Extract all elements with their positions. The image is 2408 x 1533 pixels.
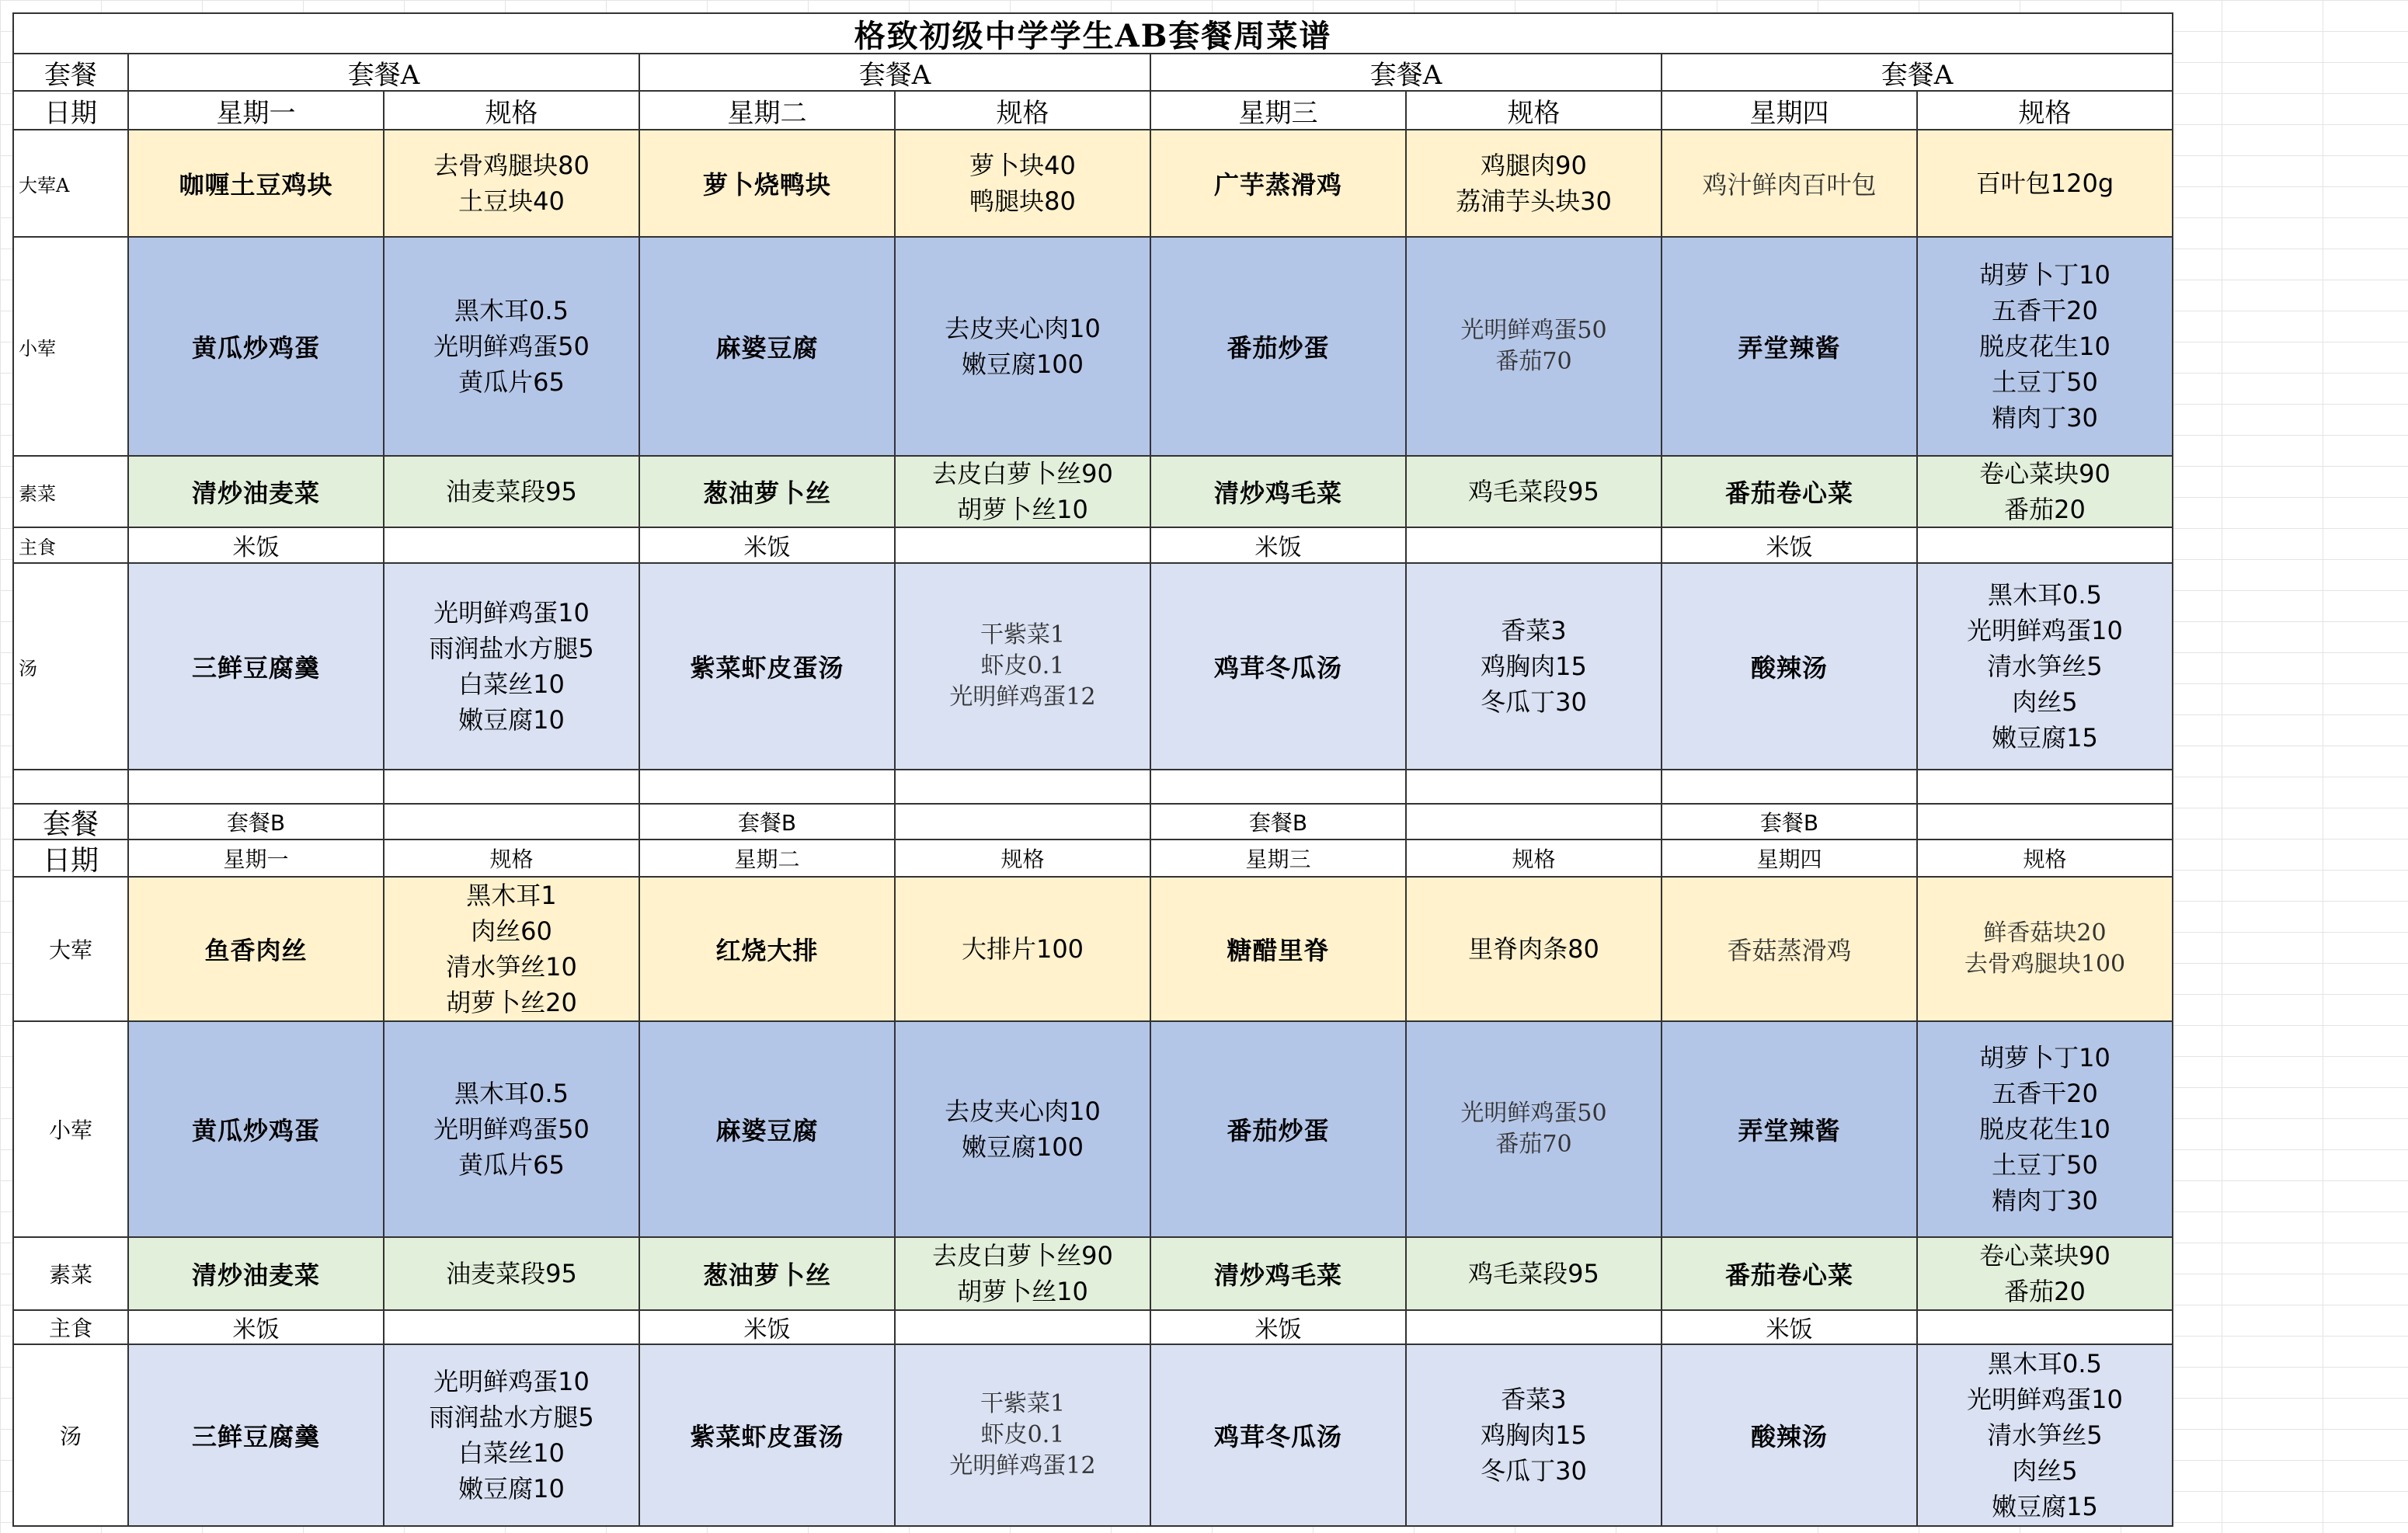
empty-cell[interactable] bbox=[1151, 770, 1407, 805]
dish-cell[interactable]: 弄堂辣酱 bbox=[1662, 238, 1918, 457]
spec-cell[interactable]: 黑木耳0.5 光明鲜鸡蛋50 黄瓜片65 bbox=[385, 1022, 640, 1238]
spec-cell[interactable]: 胡萝卜丁10 五香干20 脱皮花生10 土豆丁50 精肉丁30 bbox=[1918, 238, 2173, 457]
spec-cell[interactable] bbox=[896, 1311, 1151, 1345]
spec-cell[interactable] bbox=[896, 528, 1151, 564]
dish-cell[interactable]: 麻婆豆腐 bbox=[640, 238, 896, 457]
empty-cell[interactable] bbox=[896, 770, 1151, 805]
spec-cell[interactable]: 香菜3 鸡胸肉15 冬瓜丁30 bbox=[1407, 564, 1662, 770]
spec-header-a-mon[interactable]: 规格 bbox=[385, 92, 640, 130]
spec-cell[interactable]: 里脊肉条80 bbox=[1407, 878, 1662, 1022]
dish-cell[interactable]: 清炒油麦菜 bbox=[129, 457, 385, 528]
spec-cell[interactable] bbox=[385, 1311, 640, 1345]
row-label-b-soup[interactable]: 汤 bbox=[14, 1345, 129, 1527]
day-header-a-tue[interactable]: 星期二 bbox=[640, 92, 896, 130]
day-header-a-wed[interactable]: 星期三 bbox=[1151, 92, 1407, 130]
row-label-a-main-meat[interactable]: 大荤A bbox=[14, 130, 129, 238]
page-title[interactable]: 格致初级中学学生AB套餐周菜谱 bbox=[14, 14, 2173, 54]
dish-cell[interactable]: 萝卜烧鸭块 bbox=[640, 130, 896, 238]
dish-cell[interactable]: 清炒油麦菜 bbox=[129, 1238, 385, 1311]
spec-cell[interactable] bbox=[1918, 1311, 2173, 1345]
spec-cell[interactable]: 光明鲜鸡蛋10 雨润盐水方腿5 白菜丝10 嫩豆腐10 bbox=[385, 1345, 640, 1527]
spec-cell[interactable]: 光明鲜鸡蛋50 番茄70 bbox=[1407, 238, 1662, 457]
dish-cell[interactable]: 番茄卷心菜 bbox=[1662, 1238, 1918, 1311]
dish-cell[interactable]: 糖醋里脊 bbox=[1151, 878, 1407, 1022]
row-label-b-main-meat[interactable]: 大荤 bbox=[14, 878, 129, 1022]
spec-cell[interactable]: 鲜香菇块20 去骨鸡腿块100 bbox=[1918, 878, 2173, 1022]
spec-cell[interactable]: 去皮夹心肉10 嫩豆腐100 bbox=[896, 238, 1151, 457]
dish-cell[interactable]: 鸡汁鲜肉百叶包 bbox=[1662, 130, 1918, 238]
row-label-a-side-meat[interactable]: 小荤 bbox=[14, 238, 129, 457]
spec-cell[interactable]: 胡萝卜丁10 五香干20 脱皮花生10 土豆丁50 精肉丁30 bbox=[1918, 1022, 2173, 1238]
row-label-a-vegetable[interactable]: 素菜 bbox=[14, 457, 129, 528]
spec-cell[interactable]: 去皮夹心肉10 嫩豆腐100 bbox=[896, 1022, 1151, 1238]
dish-cell[interactable]: 弄堂辣酱 bbox=[1662, 1022, 1918, 1238]
spec-header-a-thu[interactable]: 规格 bbox=[1918, 92, 2173, 130]
dish-cell[interactable]: 酸辣汤 bbox=[1662, 1345, 1918, 1527]
dish-cell[interactable]: 米饭 bbox=[640, 528, 896, 564]
dish-cell[interactable]: 米饭 bbox=[129, 528, 385, 564]
spec-header-b-thu[interactable]: 规格 bbox=[1918, 840, 2173, 878]
row-label-a-staple[interactable]: 主食 bbox=[14, 528, 129, 564]
empty-cell[interactable] bbox=[1918, 805, 2173, 840]
dish-cell[interactable]: 清炒鸡毛菜 bbox=[1151, 1238, 1407, 1311]
dish-cell[interactable]: 酸辣汤 bbox=[1662, 564, 1918, 770]
dish-cell[interactable]: 米饭 bbox=[1151, 1311, 1407, 1345]
spec-cell[interactable] bbox=[1918, 528, 2173, 564]
spec-header-b-mon[interactable]: 规格 bbox=[385, 840, 640, 878]
dish-cell[interactable]: 米饭 bbox=[640, 1311, 896, 1345]
dish-cell[interactable]: 黄瓜炒鸡蛋 bbox=[129, 238, 385, 457]
dish-cell[interactable]: 三鲜豆腐羹 bbox=[129, 564, 385, 770]
package-header-a-tue[interactable]: 套餐A bbox=[640, 54, 1151, 92]
spec-cell[interactable]: 黑木耳0.5 光明鲜鸡蛋50 黄瓜片65 bbox=[385, 238, 640, 457]
spec-header-b-wed[interactable]: 规格 bbox=[1407, 840, 1662, 878]
spec-cell[interactable]: 黑木耳0.5 光明鲜鸡蛋10 清水笋丝5 肉丝5 嫩豆腐15 bbox=[1918, 1345, 2173, 1527]
spec-cell[interactable]: 鸡腿肉90 荔浦芋头块30 bbox=[1407, 130, 1662, 238]
dish-cell[interactable]: 葱油萝卜丝 bbox=[640, 457, 896, 528]
package-header-b-tue[interactable]: 套餐B bbox=[640, 805, 896, 840]
spec-cell[interactable] bbox=[1407, 1311, 1662, 1345]
dish-cell[interactable]: 米饭 bbox=[1151, 528, 1407, 564]
row-label-a-soup[interactable]: 汤 bbox=[14, 564, 129, 770]
spec-cell[interactable]: 黑木耳1 肉丝60 清水笋丝10 胡萝卜丝20 bbox=[385, 878, 640, 1022]
dish-cell[interactable]: 番茄卷心菜 bbox=[1662, 457, 1918, 528]
spec-cell[interactable]: 大排片100 bbox=[896, 878, 1151, 1022]
dish-cell[interactable]: 广芋蒸滑鸡 bbox=[1151, 130, 1407, 238]
dish-cell[interactable]: 番茄炒蛋 bbox=[1151, 238, 1407, 457]
date-label-a[interactable]: 日期 bbox=[14, 92, 129, 130]
spec-cell[interactable] bbox=[1407, 528, 1662, 564]
spec-cell[interactable]: 百叶包120g bbox=[1918, 130, 2173, 238]
menu-table bbox=[12, 12, 2173, 1527]
package-header-a-mon[interactable]: 套餐A bbox=[129, 54, 640, 92]
spec-cell[interactable]: 油麦菜段95 bbox=[385, 457, 640, 528]
dish-cell[interactable]: 麻婆豆腐 bbox=[640, 1022, 896, 1238]
spec-header-b-tue[interactable]: 规格 bbox=[896, 840, 1151, 878]
dish-cell[interactable]: 葱油萝卜丝 bbox=[640, 1238, 896, 1311]
dish-cell[interactable]: 三鲜豆腐羹 bbox=[129, 1345, 385, 1527]
spec-cell[interactable]: 萝卜块40 鸭腿块80 bbox=[896, 130, 1151, 238]
spec-cell[interactable]: 干紫菜1 虾皮0.1 光明鲜鸡蛋12 bbox=[896, 1345, 1151, 1527]
dish-cell[interactable]: 紫菜虾皮蛋汤 bbox=[640, 1345, 896, 1527]
package-header-a-wed[interactable]: 套餐A bbox=[1151, 54, 1662, 92]
package-header-b-wed[interactable]: 套餐B bbox=[1151, 805, 1407, 840]
empty-cell[interactable] bbox=[14, 770, 129, 805]
spec-cell[interactable]: 油麦菜段95 bbox=[385, 1238, 640, 1311]
dish-cell[interactable]: 咖喱土豆鸡块 bbox=[129, 130, 385, 238]
spec-cell[interactable]: 香菜3 鸡胸肉15 冬瓜丁30 bbox=[1407, 1345, 1662, 1527]
spec-cell[interactable] bbox=[385, 528, 640, 564]
dish-cell[interactable]: 黄瓜炒鸡蛋 bbox=[129, 1022, 385, 1238]
package-header-b-thu[interactable]: 套餐B bbox=[1662, 805, 1918, 840]
spec-cell[interactable]: 卷心菜块90 番茄20 bbox=[1918, 457, 2173, 528]
spec-cell[interactable]: 光明鲜鸡蛋10 雨润盐水方腿5 白菜丝10 嫩豆腐10 bbox=[385, 564, 640, 770]
package-label-a[interactable]: 套餐 bbox=[14, 54, 129, 92]
day-header-b-mon[interactable]: 星期一 bbox=[129, 840, 385, 878]
empty-cell[interactable] bbox=[385, 805, 640, 840]
row-label-b-side-meat[interactable]: 小荤 bbox=[14, 1022, 129, 1238]
dish-cell[interactable]: 紫菜虾皮蛋汤 bbox=[640, 564, 896, 770]
dish-cell[interactable]: 米饭 bbox=[129, 1311, 385, 1345]
day-header-b-thu[interactable]: 星期四 bbox=[1662, 840, 1918, 878]
dish-cell[interactable]: 鱼香肉丝 bbox=[129, 878, 385, 1022]
day-header-a-thu[interactable]: 星期四 bbox=[1662, 92, 1918, 130]
package-header-a-thu[interactable]: 套餐A bbox=[1662, 54, 2173, 92]
dish-cell[interactable]: 番茄炒蛋 bbox=[1151, 1022, 1407, 1238]
empty-cell[interactable] bbox=[1662, 770, 1918, 805]
dish-cell[interactable]: 米饭 bbox=[1662, 1311, 1918, 1345]
empty-cell[interactable] bbox=[1407, 770, 1662, 805]
day-header-a-mon[interactable]: 星期一 bbox=[129, 92, 385, 130]
package-header-b-mon[interactable]: 套餐B bbox=[129, 805, 385, 840]
row-label-b-vegetable[interactable]: 素菜 bbox=[14, 1238, 129, 1311]
empty-cell[interactable] bbox=[385, 770, 640, 805]
day-header-b-tue[interactable]: 星期二 bbox=[640, 840, 896, 878]
dish-cell[interactable]: 鸡茸冬瓜汤 bbox=[1151, 1345, 1407, 1527]
dish-cell[interactable]: 香菇蒸滑鸡 bbox=[1662, 878, 1918, 1022]
spec-cell[interactable]: 卷心菜块90 番茄20 bbox=[1918, 1238, 2173, 1311]
date-label-b[interactable]: 日期 bbox=[14, 840, 129, 878]
spec-cell[interactable]: 去皮白萝卜丝90 胡萝卜丝10 bbox=[896, 1238, 1151, 1311]
empty-cell[interactable] bbox=[896, 805, 1151, 840]
empty-cell[interactable] bbox=[1918, 770, 2173, 805]
empty-cell[interactable] bbox=[129, 770, 385, 805]
spec-header-a-wed[interactable]: 规格 bbox=[1407, 92, 1662, 130]
spec-cell[interactable]: 去皮白萝卜丝90 胡萝卜丝10 bbox=[896, 457, 1151, 528]
spec-cell[interactable]: 干紫菜1 虾皮0.1 光明鲜鸡蛋12 bbox=[896, 564, 1151, 770]
spec-cell[interactable]: 光明鲜鸡蛋50 番茄70 bbox=[1407, 1022, 1662, 1238]
dish-cell[interactable]: 米饭 bbox=[1662, 528, 1918, 564]
dish-cell[interactable]: 清炒鸡毛菜 bbox=[1151, 457, 1407, 528]
package-label-b[interactable]: 套餐 bbox=[14, 805, 129, 840]
spec-header-a-tue[interactable]: 规格 bbox=[896, 92, 1151, 130]
spec-cell[interactable]: 鸡毛菜段95 bbox=[1407, 457, 1662, 528]
dish-cell[interactable]: 红烧大排 bbox=[640, 878, 896, 1022]
day-header-b-wed[interactable]: 星期三 bbox=[1151, 840, 1407, 878]
dish-cell[interactable]: 鸡茸冬瓜汤 bbox=[1151, 564, 1407, 770]
spec-cell[interactable]: 鸡毛菜段95 bbox=[1407, 1238, 1662, 1311]
row-label-b-staple[interactable]: 主食 bbox=[14, 1311, 129, 1345]
empty-cell[interactable] bbox=[640, 770, 896, 805]
spec-cell[interactable]: 黑木耳0.5 光明鲜鸡蛋10 清水笋丝5 肉丝5 嫩豆腐15 bbox=[1918, 564, 2173, 770]
spec-cell[interactable]: 去骨鸡腿块80 土豆块40 bbox=[385, 130, 640, 238]
empty-cell[interactable] bbox=[1407, 805, 1662, 840]
